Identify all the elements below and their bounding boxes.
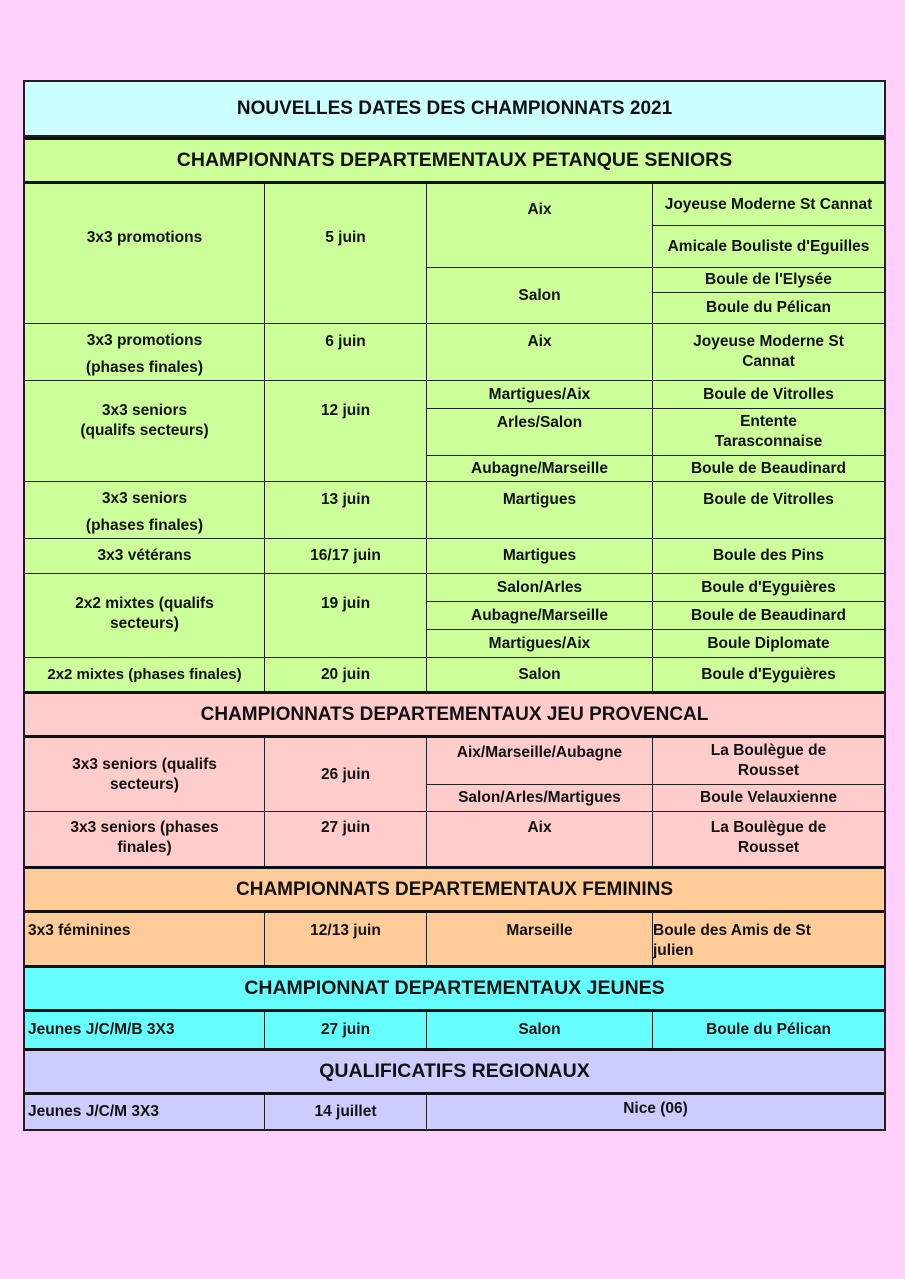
club-cell: Entente Tarasconnaise — [653, 409, 884, 456]
location-cell: Salon — [427, 268, 653, 324]
club-cell: Boule de Vitrolles — [653, 482, 884, 539]
club-cell: Boule des Amis de St julien — [653, 922, 811, 959]
club-cell: Boule de l'Elysée — [653, 268, 884, 293]
event-cell: 2x2 mixtes (phases finales) — [25, 658, 265, 692]
provencal-section-heading: CHAMPIONNATS DEPARTEMENTAUX JEU PROVENCAL — [25, 691, 884, 738]
location-cell: Aix — [427, 812, 653, 866]
club-cell: Boule des Pins — [653, 539, 884, 574]
location-cell: Martigues — [427, 539, 653, 574]
regionaux-section — [25, 1095, 884, 1129]
date-cell: 20 juin — [265, 658, 427, 692]
location-cell: Salon — [427, 1012, 653, 1048]
date-cell: 27 juin — [265, 812, 427, 866]
regionaux-section-heading: QUALIFICATIFS REGIONAUX — [25, 1048, 884, 1095]
date-cell: 27 juin — [265, 1012, 427, 1048]
event-cell: Jeunes J/C/M/B 3X3 — [25, 1012, 265, 1048]
petanque-section-heading: CHAMPIONNATS DEPARTEMENTAUX PETANQUE SENIORS — [25, 137, 884, 184]
club-cell: Boule du Pélican — [653, 293, 884, 324]
club-cell: Boule d'Eyguières — [701, 666, 836, 683]
location-cell: Salon/Arles/Martigues — [427, 785, 653, 812]
event-cell: 3x3 seniors (phases finales) — [25, 812, 265, 866]
date-cell: 16/17 juin — [265, 539, 427, 574]
venue-cell: Nice (06) — [623, 1100, 688, 1117]
provencal-section — [25, 738, 884, 866]
club-cell: Boule de Beaudinard — [653, 456, 884, 482]
event-cell: 3x3 promotions (phases finales) — [25, 324, 265, 381]
location-cell: Marseille — [427, 913, 653, 965]
location-cell: Martigues/Aix — [427, 381, 653, 409]
feminins-section-heading: CHAMPIONNATS DEPARTEMENTAUX FEMININS — [25, 866, 884, 913]
date-cell: 12 juin — [265, 381, 427, 482]
location-cell: Arles/Salon — [427, 409, 653, 456]
location-cell: Salon — [427, 658, 653, 692]
club-cell: Boule Diplomate — [653, 630, 884, 658]
club-cell: Amicale Bouliste d'Eguilles — [653, 226, 884, 268]
location-cell: Aubagne/Marseille — [427, 456, 653, 482]
club-cell: Boule de Beaudinard — [653, 602, 884, 630]
club-cell: Joyeuse Moderne St Cannat — [653, 184, 884, 226]
jeunes-section — [25, 1012, 884, 1048]
championship-schedule-sheet — [23, 80, 886, 1131]
event-cell: Jeunes J/C/M 3X3 — [25, 1095, 265, 1129]
location-cell: Martigues — [427, 482, 653, 539]
date-cell: 12/13 juin — [265, 913, 427, 965]
date-cell: 26 juin — [265, 738, 427, 812]
date-cell: 14 juillet — [265, 1095, 427, 1129]
event-cell: 2x2 mixtes (qualifs secteurs) — [25, 574, 265, 658]
location-cell: Aix — [427, 184, 653, 268]
date-cell: 13 juin — [265, 482, 427, 539]
event-cell: 3x3 promotions — [25, 184, 265, 324]
location-cell: Martigues/Aix — [427, 630, 653, 658]
club-cell: Boule d'Eyguières — [653, 574, 884, 602]
location-cell: Aix/Marseille/Aubagne — [427, 738, 653, 785]
location-cell: Salon/Arles — [427, 574, 653, 602]
club-cell: Boule Velauxienne — [653, 785, 884, 812]
event-cell: 3x3 féminines — [25, 913, 265, 965]
event-cell: 3x3 seniors (qualifs secteurs) — [25, 738, 265, 812]
club-cell: Joyeuse Moderne St Cannat — [653, 324, 884, 381]
club-cell: Boule de Vitrolles — [653, 381, 884, 409]
date-cell: 19 juin — [265, 574, 427, 658]
date-cell: 6 juin — [265, 324, 427, 381]
document-title: NOUVELLES DATES DES CHAMPIONNATS 2021 — [25, 82, 884, 137]
club-cell: La Boulègue de Rousset — [710, 819, 827, 856]
location-cell: Aubagne/Marseille — [427, 602, 653, 630]
event-cell: 3x3 seniors (phases finales) — [25, 482, 265, 539]
event-cell: 3x3 seniors (qualifs secteurs) — [25, 381, 265, 482]
petanque-section — [25, 184, 884, 692]
feminins-section — [25, 913, 884, 965]
club-cell: Boule du Pélican — [706, 1021, 831, 1038]
date-cell: 5 juin — [265, 184, 427, 324]
jeunes-section-heading: CHAMPIONNAT DEPARTEMENTAUX JEUNES — [25, 965, 884, 1012]
location-cell: Aix — [427, 324, 653, 381]
club-cell: La Boulègue de Rousset — [653, 738, 884, 785]
event-cell: 3x3 vétérans — [25, 539, 265, 574]
